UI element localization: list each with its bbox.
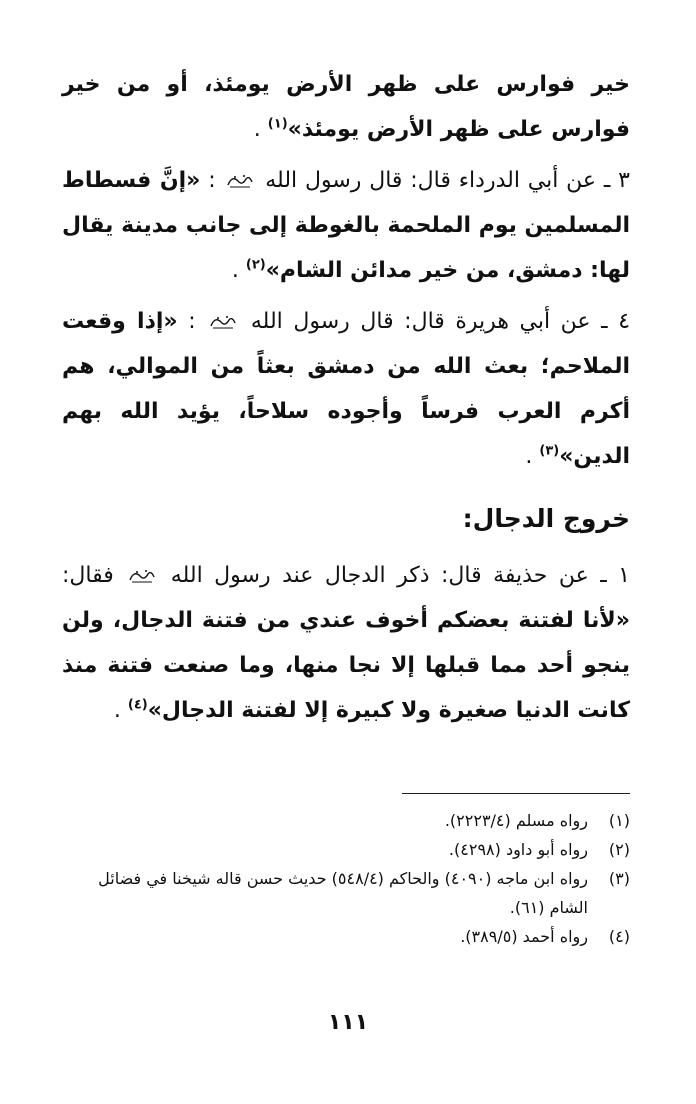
footnote-number: (٤): [608, 927, 630, 946]
footnote-text: رواه أحمد (٣٨٩/٥).: [460, 927, 588, 946]
main-text: [62, 62, 630, 733]
footnotes: [62, 806, 630, 951]
footnote-ref: (٢): [245, 257, 266, 273]
salla-honorific-icon: [128, 568, 156, 584]
footnote-text: رواه مسلم (٢٢٢٣/٤).: [444, 811, 588, 830]
hadith-text: خير فوارس على ظهر الأرض يومئذ، أو من خير: [62, 72, 630, 97]
hadith-text: «إذا وقعت الملاحم؛ بعث الله من دمشق بعثاً من الموالي، هم أكرم العرب فرساً وأجوده سلاحاً، يؤيد الله بهم الدين»: [62, 309, 630, 469]
paragraph-1: [62, 62, 630, 152]
footnote-number: (٢): [608, 840, 630, 859]
period: .: [525, 444, 533, 469]
narration-said: فقال:: [62, 563, 114, 588]
page-number: ١١١: [327, 1010, 369, 1035]
period: .: [113, 698, 121, 723]
paragraph-2: [62, 158, 630, 293]
period: .: [231, 258, 239, 283]
footnote-text: رواه أبو داود (٤٢٩٨).: [448, 840, 588, 859]
narration-intro: ٣ ـ عن أبي الدرداء قال: قال رسول الله: [265, 168, 630, 193]
narration-intro: ٤ ـ عن أبي هريرة قال: قال رسول الله: [250, 309, 631, 334]
footnote-text: رواه ابن ماجه (٤٠٩٠) والحاكم (٥٤٨/٤) حديث حسن قاله شيخنا في فضائل الشام (٦١).: [98, 869, 588, 917]
paragraph-3: [62, 299, 630, 479]
narration-intro: ١ ـ عن حذيفة قال: ذكر الدجال عند رسول الله: [170, 563, 630, 588]
hadith-text: «لأنا لفتنة بعضكم أخوف عندي من فتنة الدجال، ولن ينجو أحد مما قبلها إلا نجا منها، وما صنعت فتنة منذ كانت الدنيا صغيرة ولا كبيرة إلا لفتنة الدجال»: [62, 608, 630, 723]
salla-honorific-icon: [226, 173, 254, 189]
hadith-text: فوارس على ظهر الأرض يومئذ»: [287, 117, 630, 142]
colon: :: [188, 309, 196, 334]
footnote-ref: (٣): [539, 443, 560, 459]
footnote-item: [62, 806, 630, 835]
footnote-item: [62, 835, 630, 864]
footnote-item: [62, 922, 630, 951]
footnote-separator: [402, 793, 630, 794]
footnote-number: (١): [608, 811, 630, 830]
salla-honorific-icon: [209, 314, 237, 330]
footnote-ref: (٤): [127, 697, 148, 713]
footnote-ref: (١): [267, 116, 288, 132]
period: .: [253, 117, 261, 142]
footnote-number: (٣): [608, 869, 630, 888]
footnote-item: [62, 864, 630, 922]
section-heading: خروج الدجال:: [462, 504, 630, 533]
hadith-text: «إنَّ فسطاط المسلمين يوم الملحمة بالغوطة إلى جانب مدينة يقال لها: دمشق، من خير مدائن الشام»: [62, 168, 630, 283]
paragraph-4: [62, 553, 630, 733]
colon: :: [208, 168, 216, 193]
